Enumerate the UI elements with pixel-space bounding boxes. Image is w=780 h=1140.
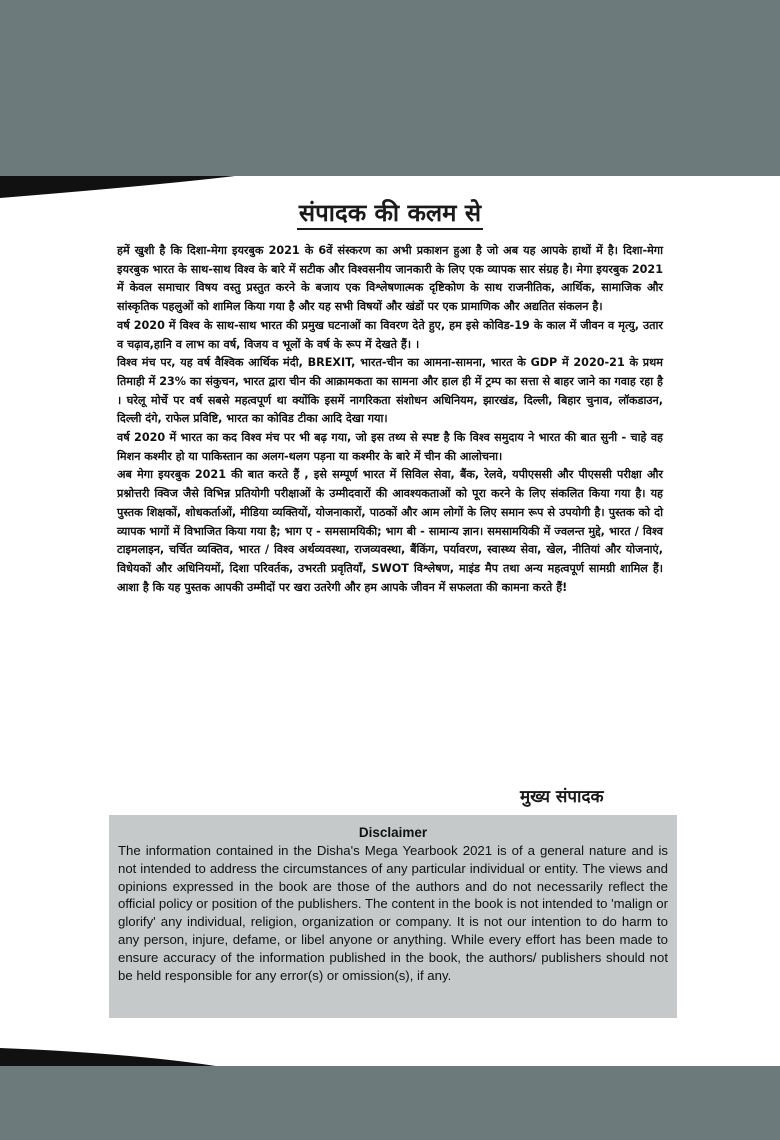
paragraph-5: अब मेगा इयरबुक 2021 की बात करते हैं , इसे सम्पूर्ण भारत में सिविल सेवा, बैंक, रेलवे, यपीएससी और पीएससी परीक्षा और प्रश्नोत्तरी क्विज जैसे विभिन्न प्रतियोगी परीक्षाओं के उम्मीदवारों की आवश्यकताओं को पूरा करने के लिए संकलित किया गया है। यह पुस्तक शिक्षकों, शोधकर्ताओं, मीडिया व्यक्तियों, योजनाकारों, पाठकों और आम लोगों के लिए समान रूप से उपयोगी है। पुस्तक को दो व्यापक भागों में विभाजित किया गया है; भाग ए - समसामयिकी; भाग बी - सामान्य ज्ञान। समसामयिकी में ज्वलन्त मुद्दे, भारत / विश्व टाइमलाइन, चर्चित व्यक्तिव, भारत / विश्व अर्थव्यवस्था, राजव्यवस्था, बैंकिंग, पर्यावरण, स्वास्थ्य सेवा, खेल, नीतियां और योजनाएं, विधेयकों और अधिनियमों, दिशा परिवर्तक, उभरती प्रवृतियाँ, SWOT विश्लेषण, माइंड मैप तथा अन्य महत्वपूर्ण सामग्री शामिल हैं। आशा है कि यह पुस्तक आपकी उम्मीदों पर खरा उतरेगी और हम आपके जीवन में सफलता की कामना करते हैं! [117,468,663,594]
disclaimer-box [109,815,677,1018]
editorial-body [117,242,663,597]
page-title-wrap [0,196,780,229]
bottom-gray-band [0,1066,780,1140]
editor-signature: मुख्य संपादक [520,787,604,807]
disclaimer-text: The information contained in the Disha's Mega Yearbook 2021 is of a general nature and is not intended to address the circumstances of any particular individual or entity. The views and opinions expressed in the book are those of the authors and do not necessarily reflect the official policy or position of the publishers. The content in the book is not intended to 'malign or glorify' any individual, religion, organization or company. It is not our intention to do harm to any person, injure, defame, or libel anyone or anything. While every effort has been made to ensure accuracy of the information published in the book, the authors/ publishers should not be held responsible for any error(s) or omission(s), if any. [118,843,668,983]
paragraph-2: वर्ष 2020 में विश्व के साथ-साथ भारत की प्रमुख घटनाओं का विवरण देते हुए, हम इसे कोविड-19 के काल में जीवन व मृत्यु, उतार व चढ़ाव,हानि व लाभ का वर्ष, विजय व भूलों के वर्ष के रूप में देखते हैं। । [117,318,663,351]
top-gray-band [0,0,780,176]
paragraph-3: विश्व मंच पर, यह वर्ष वैश्विक आर्थिक मंदी, BREXIT, भारत-चीन का आमना-सामना, भारत के GDP में 2020-21 के प्रथम तिमाही में 23% का संकुचन, भारत द्वारा चीन की आक्रामकता का सामना और हाल ही में ट्रम्प का सत्ता से बाहर जाने का गवाह रहा है । घरेलू मोर्चे पर वर्ष सबसे महत्वपूर्ण था क्योंकि इसमें नागरिकता संशोधन अधिनियम, झारखंड, दिल्ली, बिहार चुनाव, लॉकडाउन, दिल्ली दंगे, राफेल प्रविष्टि, भारत का कोविड टीका आदि देखा गया। [117,356,663,426]
paragraph-1: हमें खुशी है कि दिशा-मेगा इयरबुक 2021 के 6वें संस्करण का अभी प्रकाशन हुआ है जो अब यह आपके हाथों में है। दिशा-मेगा इयरबुक भारत के साथ-साथ विश्व के बारे में सटीक और विश्वसनीय जानकारी के लिए एक व्यापक सार संग्रह है। मेगा इयरबुक 2021 में केवल समाचार विषय वस्तु प्रस्तुत करने के बजाय एक विश्लेषणात्मक दृष्टिकोण के साथ राजनीतिक, आर्थिक, सामाजिक और सांस्कृतिक पहलुओं को शामिल किया गया है और यह सभी विषयों और खंडों पर एक प्रामाणिक और अद्यतित संकलन है। [117,244,663,314]
paragraph-4: वर्ष 2020 में भारत का कद विश्व मंच पर भी बढ़ गया, जो इस तथ्य से स्पष्ट है कि विश्व समुदाय ने भारत की बात सुनी - चाहे वह मिशन कश्मीर हो या पाकिस्तान का अलग-थलग पड़ना या कश्मीर के बारे में चीन की आलोचना। [117,431,663,463]
page-title: संपादक की कलम से [297,199,483,230]
disclaimer-heading: Disclaimer [358,825,428,840]
